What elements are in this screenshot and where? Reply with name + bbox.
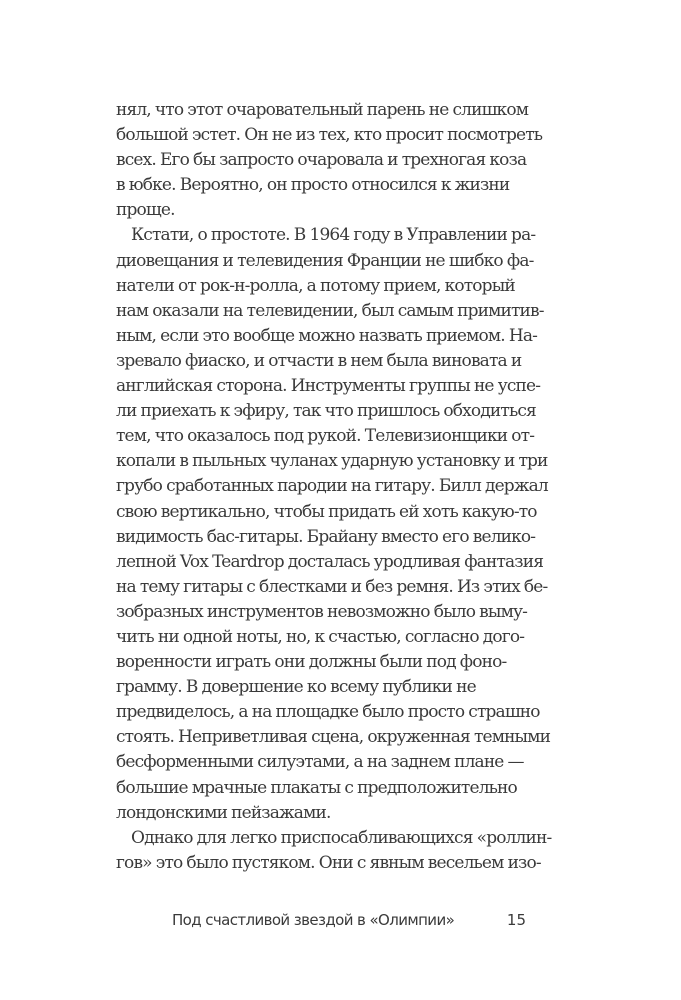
text-line: грамму. В довершение ко всему публики не [116, 677, 476, 698]
text-line: стоять. Неприветливая сцена, окруженная темными [116, 727, 551, 748]
text-line: большой эстет. Он не из тех, кто просит посмотреть [116, 125, 543, 146]
text-line: зобразных инструментов невозможно было выму- [116, 601, 527, 622]
text-line: большие мрачные плакаты с предположительно [116, 777, 517, 798]
text-line: нял, что этот очаровательный парень не слишком [116, 100, 529, 120]
running-title: Под счастливой звездой в «Олимпии» [172, 911, 455, 929]
paragraph-start-line: Однако для легко приспосабливающихся «роллин- [131, 827, 552, 848]
text-line: свою вертикально, чтобы придать ей хоть какую-то [116, 501, 537, 522]
text-line: проще. [116, 200, 175, 221]
text-line: бесформенными силуэтами, а на заднем плане — [116, 752, 524, 773]
text-line: английская сторона. Инструменты группы не успе- [116, 376, 541, 397]
text-line: чить ни одной ноты, но, к счастью, согласно дого- [116, 626, 525, 647]
text-line: всех. Его бы запросто очаровала и трехногая коза [116, 150, 527, 171]
text-line: копали в пыльных чуланах ударную установку и три [116, 451, 548, 472]
text-line: на тему гитары с блестками и без ремня. Из этих бе- [116, 576, 548, 597]
text-line: видимость бас-гитары. Брайану вместо его велико- [116, 526, 536, 547]
text-line: нам оказали на телевидении, был самым примитив- [116, 300, 544, 321]
text-line: грубо сработанных пародии на гитару. Билл держал [116, 476, 548, 497]
text-line: натели от рок-н-ролла, а потому прием, который [116, 275, 515, 296]
body-text [116, 98, 552, 876]
page-number: 15 [506, 911, 526, 929]
page-footer [116, 908, 526, 932]
text-line: зревало фиаско, и отчасти в нем была виновата и [116, 350, 522, 371]
paragraph-start-line: Кстати, о простоте. В 1964 году в Управлении ра- [131, 225, 536, 246]
text-line: предвиделось, а на площадке было просто страшно [116, 702, 540, 723]
text-line: воренности играть они должны были под фоно- [116, 652, 507, 673]
text-line: лепной Vox Teardrop досталась уродливая фантазия [116, 551, 544, 572]
text-line: лондонскими пейзажами. [116, 802, 331, 823]
text-line: ли приехать к эфиру, так что пришлось обходиться [116, 401, 536, 422]
text-line: в юбке. Вероятно, он просто относился к жизни [116, 175, 510, 196]
text-line: гов» это было пустяком. Они с явным весельем изо- [116, 852, 541, 873]
text-line: тем, что оказалось под рукой. Телевизионщики от- [116, 426, 535, 447]
text-line: ным, если это вообще можно назвать приемом. На- [116, 325, 538, 346]
text-line: диовещания и телевидения Франции не шибко фа- [116, 250, 534, 271]
